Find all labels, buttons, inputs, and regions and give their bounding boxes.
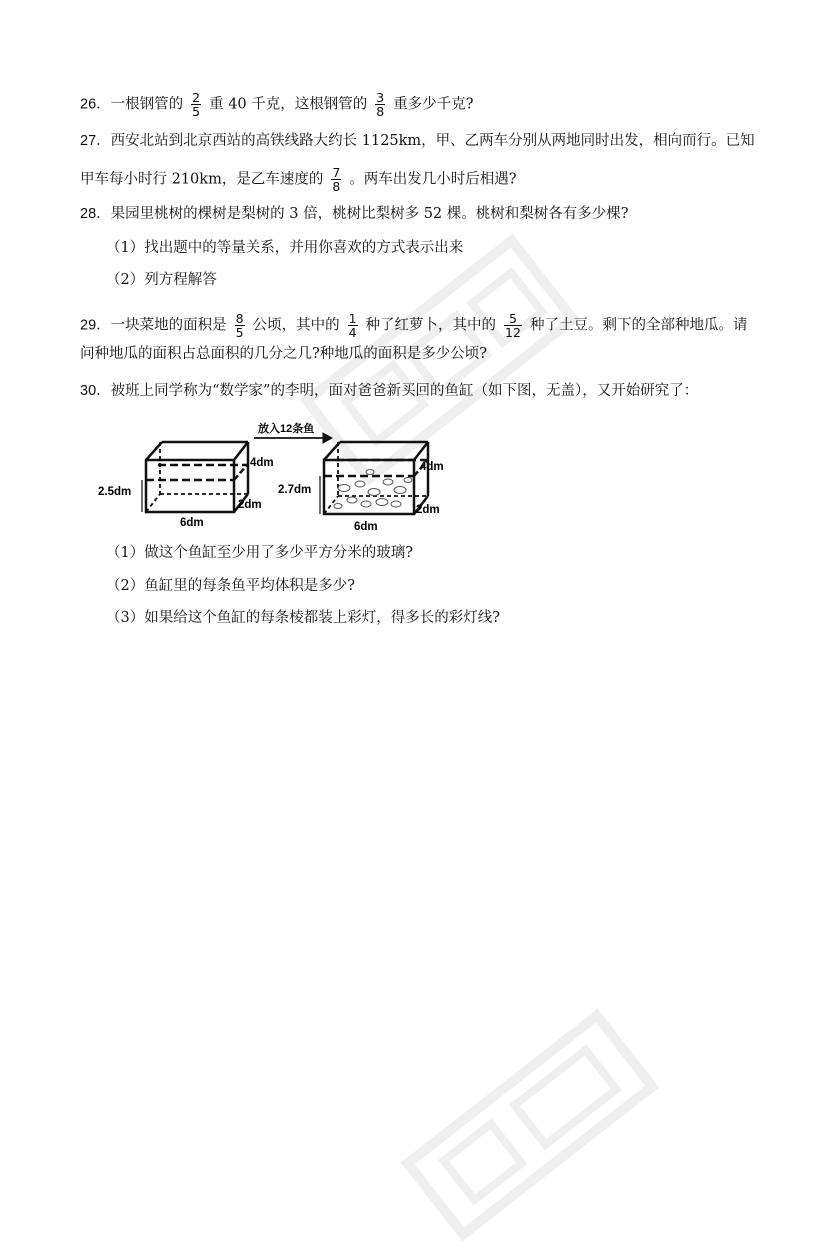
question-28-sub-1: （1）找出题中的等量关系，并用你喜欢的方式表示出来 (106, 240, 464, 256)
fraction-3-8: $\frac{3}{8}$ (376, 90, 385, 119)
question-text: 种了土豆。剩下的全部种地瓜。请 (529, 317, 748, 334)
question-27-line-2 (80, 166, 780, 193)
fraction-5-12: $\frac{5}{12}$ (505, 311, 521, 340)
fish-tank-diagram (98, 418, 458, 536)
right-length-label: 6dm (354, 521, 378, 533)
question-text: 果园里桃树的棵树是梨树的 3 倍，桃树比梨树多 52 棵。桃树和梨树各有多少棵? (110, 206, 629, 222)
question-number: 26． (80, 96, 111, 113)
question-29-line-2: 问种地瓜的面积占总面积的几分之几?种地瓜的面积是多少公顷? (80, 346, 488, 362)
right-width-label: 2dm (416, 504, 440, 516)
fish-tank-figure (98, 418, 458, 536)
arrow-label: 放入12条鱼 (258, 423, 315, 435)
question-28 (80, 204, 780, 224)
question-28-sub-2: （2）列方程解答 (106, 272, 217, 288)
right-water-label: 2.7dm (278, 484, 312, 496)
fraction-8-5: $\frac{8}{5}$ (235, 311, 244, 340)
question-30-sub-2: （2）鱼缸里的每条鱼平均体积是多少? (106, 578, 355, 594)
question-text: 被班上同学称为“数学家”的李明，面对爸爸新买回的鱼缸（如下图，无盖），又开始研究了： (110, 383, 699, 399)
fraction-1-4: $\frac{1}{4}$ (348, 311, 357, 340)
fraction-2-5: $\frac{2}{5}$ (192, 90, 201, 119)
question-number: 29． (80, 317, 111, 334)
question-text: 公顷，其中的 (252, 317, 340, 334)
question-number: 27． (80, 133, 111, 149)
question-text: 西安北站到北京西站的高铁线路大约长 1125km，甲、乙两车分别从两地同时出发，相向而行。已知 (110, 133, 755, 149)
question-text: 甲车每小时行 210km，是乙车速度的 (80, 171, 324, 188)
question-27-line-1 (80, 131, 780, 151)
left-length-label: 6dm (180, 517, 204, 529)
question-number: 28． (80, 206, 111, 222)
question-29-line-1 (80, 312, 780, 339)
question-number: 30． (80, 383, 111, 399)
left-width-label: 2dm (238, 499, 262, 511)
left-tank (142, 442, 248, 512)
question-text: 。两车出发几小时后相遇? (349, 171, 517, 188)
question-text: 一根钢管的 (110, 96, 184, 113)
right-height-label: 4dm (420, 461, 444, 473)
question-text: 重 40 千克，这根钢管的 (209, 96, 368, 113)
question-26 (80, 91, 780, 118)
question-30-sub-3: （3）如果给这个鱼缸的每条棱都装上彩灯，得多长的彩灯线? (106, 610, 500, 626)
question-30 (80, 381, 780, 401)
left-height-label: 4dm (250, 457, 274, 469)
left-water-label: 2.5dm (98, 486, 132, 498)
fraction-7-8: $\frac{7}{8}$ (332, 165, 341, 194)
question-text: 重多少千克? (393, 96, 474, 113)
question-text: 种了红萝卜，其中的 (365, 317, 497, 334)
watermark-seal-icon-bottom (394, 1002, 667, 1248)
question-30-sub-1: （1）做这个鱼缸至少用了多少平方分米的玻璃? (106, 545, 413, 561)
question-text: 一块菜地的面积是 (110, 317, 227, 334)
